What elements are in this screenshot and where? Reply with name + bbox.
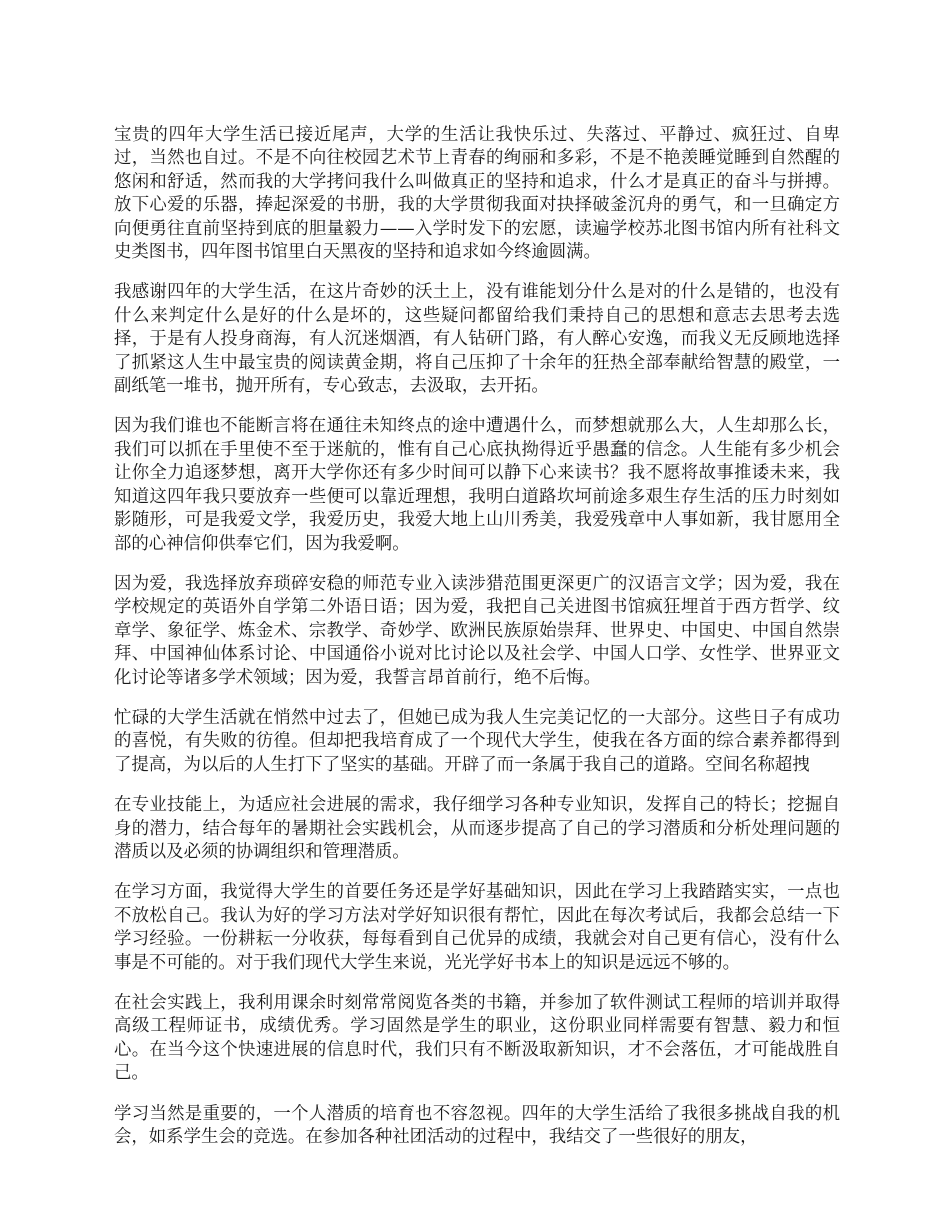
paragraph: 因为爱，我选择放弃琐碎安稳的师范专业入读涉猎范围更深更广的汉语言文学；因为爱，我在学校规定的英语外自学第二外语日语；因为爱，我把自己关进图书馆疯狂埋首于西方哲学、纹章学、象征学、炼金术、宗教学、奇妙学、欧洲民族原始崇拜、世界史、中国史、中国自然崇拜、中国神仙体系讨论、中国通俗小说对比讨论以及社会学、中国人口学、女性学、世界亚文化讨论等诸多学术领域；因为爱，我誓言昂首前行，绝不后悔。: [114, 573, 840, 688]
paragraph: 忙碌的大学生活就在悄然中过去了，但她已成为我人生完美记忆的一大部分。这些日子有成功的喜悦，有失败的彷徨。但却把我培育成了一个现代大学生，使我在各方面的综合素养都得到了提高，为以后的人生打下了坚实的基础。开辟了而一条属于我自己的道路。空间名称超拽: [114, 707, 840, 775]
paragraph: 在学习方面，我觉得大学生的首要任务还是学好基础知识，因此在学习上我踏踏实实，一点也不放松自己。我认为好的学习方法对学好知识很有帮忙，因此在每次考试后，我都会总结一下学习经验。一份耕耘一分收获，每每看到自己优异的成绩，我就会对自己更有信心，没有什么事是不可能的。对于我们现代大学生来说，光光学好书本上的知识是远远不够的。: [114, 882, 840, 973]
paragraph: 宝贵的四年大学生活已接近尾声，大学的生活让我快乐过、失落过、平静过、疯狂过、自卑过，当然也自过。不是不向往校园艺术节上青春的绚丽和多彩，不是不艳羡睡觉睡到自然醒的悠闲和舒适，然而我的大学拷问我什么叫做真正的坚持和追求，什么才是真正的奋斗与拼搏。放下心爱的乐器，捧起深爱的书册，我的大学贯彻我面对抉择破釜沉舟的勇气，和一旦确定方向便勇往直前坚持到底的胆量毅力——入学时发下的宏愿，读遍学校苏北图书馆内所有社科文史类图书，四年图书馆里白天黑夜的坚持和追求如今终逾圆满。: [114, 125, 840, 263]
document-body: [114, 124, 840, 1166]
paragraph: 在专业技能上，为适应社会进展的需求，我仔细学习各种专业知识，发挥自己的特长；挖掘自身的潜力，结合每年的暑期社会实践机会，从而逐步提高了自己的学习潜质和分析处理问题的潜质以及必须的协调组织和管理潜质。: [114, 795, 840, 862]
paragraph: 在社会实践上，我利用课余时刻常常阅览各类的书籍，并参加了软件测试工程师的培训并取得高级工程师证书，成绩优秀。学习固然是学生的职业，这份职业同样需要有智慧、毅力和恒心。在当今这个快速进展的信息时代，我们只有不断汲取新知识，才不会落伍，才可能战胜自己。: [114, 993, 840, 1084]
paragraph: 因为我们谁也不能断言将在通往未知终点的途中遭遇什么，而梦想就那么大，人生却那么长，我们可以抓在手里使不至于迷航的，惟有自己心底执拗得近乎愚蠢的信念。人生能有多少机会让你全力追逐梦想，离开大学你还有多少时间可以静下心来读书？我不愿将故事推诿未来，我知道这四年我只要放弃一些便可以靠近理想，我明白道路坎坷前途多艰生存生活的压力时刻如影随形，可是我爱文学，我爱历史，我爱大地上山川秀美，我爱残章中人事如新，我甘愿用全部的心神信仰供奉它们，因为我爱啊。: [114, 416, 840, 554]
paragraph: 学习当然是重要的，一个人潜质的培育也不容忽视。四年的大学生活给了我很多挑战自我的机会，如系学生会的竞选。在参加各种社团活动的过程中，我结交了一些很好的朋友，: [114, 1103, 840, 1148]
paragraph: 我感谢四年的大学生活，在这片奇妙的沃土上，没有谁能划分什么是对的什么是错的，也没有什么来判定什么是好的什么是坏的，这些疑问都留给我们秉持自己的思想和意志去思考去选择，于是有人投身商海，有人沉迷烟酒，有人钻研门路，有人醉心安逸，而我义无反顾地选择了抓紧这人生中最宝贵的阅读黄金期，将自己压抑了十余年的狂热全部奉献给智慧的殿堂，一副纸笔一堆书，抛开所有，专心致志，去汲取，去开拓。: [114, 282, 840, 397]
